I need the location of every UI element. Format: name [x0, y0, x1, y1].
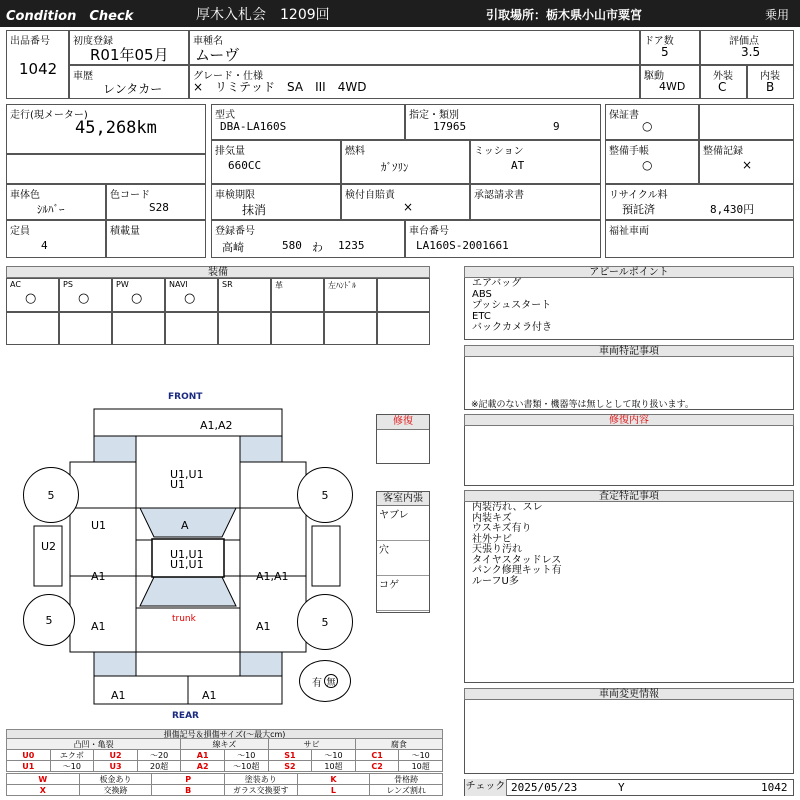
type-box	[211, 104, 405, 140]
diagram-rear-label: REAR	[172, 711, 199, 721]
appeal-header: アピールポイント	[464, 266, 794, 278]
plate-label: 登録番号	[215, 226, 255, 237]
manual-value: ○	[642, 158, 653, 172]
grade-box	[189, 65, 640, 99]
recycle-fee: 8,430円	[710, 203, 755, 216]
legend-desc: 〜10	[312, 750, 356, 761]
marks-table	[6, 773, 443, 796]
grade-label: グレード・仕様	[193, 71, 263, 82]
first-reg-value: R01年05月	[90, 46, 169, 64]
mark-desc: レンズ割れ	[370, 785, 443, 796]
legend-code: U3	[94, 761, 138, 772]
mission-label: ミッション	[474, 146, 524, 157]
equipment-cell-blank	[324, 312, 377, 345]
mileage-label: 走行(現メーター)	[10, 110, 88, 121]
legend-code: A1	[181, 750, 225, 761]
left-door-rear-damage: A1	[91, 620, 106, 633]
right-rear-damage: A1	[256, 620, 271, 633]
mark-code: W	[7, 774, 80, 785]
inspection-label: 車検期限	[215, 190, 255, 201]
appeal-list	[472, 278, 552, 333]
doors-label: ドア数	[644, 36, 674, 47]
legend-desc: 〜10	[224, 750, 268, 761]
capacity-label: 定員	[10, 226, 30, 237]
legend-table	[6, 738, 443, 772]
repair-header: 修復内容	[464, 414, 794, 426]
rear-bumper-left	[94, 676, 188, 704]
assessment-header: 査定特記事項	[464, 490, 794, 502]
assessment-item: 内装汚れ、スレ	[472, 502, 543, 513]
legend-col-header: 凸凹・亀裂	[7, 739, 181, 750]
front-bumper-damage: A1,A2	[200, 419, 233, 432]
warranty-label: 保証書	[609, 110, 639, 121]
equipment-cell-ac	[6, 278, 59, 312]
legend-desc: 〜10	[50, 761, 94, 772]
legend-col-header: 線キズ	[181, 739, 268, 750]
wheel-front-right: 5	[297, 467, 353, 523]
equipment-cell-左ﾊﾝﾄﾞﾙ	[324, 278, 377, 312]
legend-desc: 10超	[312, 761, 356, 772]
assessment-list	[472, 503, 562, 587]
equipment-value: ○	[184, 291, 196, 306]
wheel-rear-left: 5	[23, 594, 75, 646]
exterior-label: 外装	[713, 71, 733, 82]
equipment-cell-ps	[59, 278, 112, 312]
legend-desc: 〜20	[137, 750, 181, 761]
legend-col-header: サビ	[268, 739, 355, 750]
spare-label: 有	[312, 677, 322, 689]
color-box	[6, 184, 106, 220]
legend-code: U0	[7, 750, 51, 761]
mark-code: L	[297, 785, 370, 796]
equipment-cell-blank	[377, 312, 430, 345]
first-reg-box	[69, 30, 189, 65]
appeal-panel	[464, 266, 794, 340]
welfare-box	[605, 220, 794, 258]
left-fender-outline	[70, 462, 136, 508]
repair-box	[376, 414, 430, 464]
designation-label: 指定・類別	[409, 110, 459, 121]
front-right-corner	[240, 436, 282, 462]
mission-box	[470, 140, 601, 184]
assessment-item: 社外ナビ	[472, 533, 512, 545]
plate-box	[211, 220, 405, 258]
legend-desc: 10超	[399, 761, 443, 772]
legend-code: A2	[181, 761, 225, 772]
equipment-cell-blank	[59, 312, 112, 345]
repair-panel	[464, 414, 794, 486]
legend-desc: 〜10	[399, 750, 443, 761]
cabin-item: 穴	[377, 541, 429, 576]
roof-damage: U1,U1 U1,U1	[170, 548, 204, 571]
trunk-label: trunk	[172, 614, 196, 624]
equipment-value: ○	[25, 291, 37, 306]
displacement-label: 排気量	[215, 146, 245, 157]
doors-box	[640, 30, 700, 65]
rear-left-damage: A1	[111, 689, 126, 702]
equipment-cell-blank	[6, 312, 59, 345]
mark-desc: 板金あり	[79, 774, 152, 785]
legend-code: U1	[7, 761, 51, 772]
mission-value: AT	[511, 159, 525, 172]
equipment-label: SR	[222, 280, 233, 289]
interior-label: 内装	[760, 71, 780, 82]
doors-value: 5	[661, 45, 669, 59]
color-label: 車体色	[10, 190, 40, 201]
auction-name: 厚木入札会 1209回	[196, 7, 330, 23]
load-box	[106, 220, 206, 258]
drive-value: 4WD	[659, 80, 686, 93]
equipment-cell-blank	[165, 312, 218, 345]
vehicle-category: 乗用	[765, 8, 790, 22]
check-mark: Y	[618, 781, 625, 794]
equipment-cell-pw	[112, 278, 165, 312]
warranty-box	[605, 104, 699, 140]
recycle-box	[605, 184, 794, 220]
model-box	[189, 30, 640, 65]
classification-value: 9	[553, 120, 560, 133]
equipment-cell-blank	[271, 312, 324, 345]
color-code-label: 色コード	[110, 190, 150, 201]
load-label: 積載量	[110, 226, 140, 237]
fuel-value: ｶﾞｿﾘﾝ	[381, 161, 409, 174]
equipment-label: 革	[275, 281, 283, 290]
history-box	[69, 65, 189, 99]
drive-box	[640, 65, 700, 99]
rear-right-damage: A1	[202, 689, 217, 702]
appeal-item: プッシュスタート	[472, 300, 552, 311]
service-box	[699, 140, 794, 184]
equipment-cell-sr	[218, 278, 271, 312]
plate-number: 1235	[338, 239, 365, 252]
exterior-value: C	[718, 80, 727, 94]
approval-box	[470, 184, 601, 220]
history-label: 車歴	[73, 71, 93, 82]
equipment-value: ○	[131, 291, 143, 306]
repair-box-header: 修復	[377, 415, 429, 430]
chassis-box	[405, 220, 601, 258]
equipment-label: PS	[63, 280, 73, 289]
left-door-front-damage: A1	[91, 570, 106, 583]
mileage-extra	[6, 154, 206, 184]
legend-desc: 〜10超	[224, 761, 268, 772]
mark-desc: 骨格跡	[370, 774, 443, 785]
equipment-header: 装備	[6, 266, 430, 278]
equipment-label: PW	[116, 280, 129, 289]
right-fender-outline	[240, 462, 306, 508]
interior-box	[747, 65, 794, 99]
recycle-label: リサイクル料	[609, 190, 668, 201]
mark-code: K	[297, 774, 370, 785]
plate-class: 580	[282, 239, 302, 252]
windshield-damage: A	[181, 519, 189, 532]
model-label: 車種名	[193, 36, 223, 47]
spare-mark: 無	[324, 674, 338, 688]
color-code-box	[106, 184, 206, 220]
rear-glass	[140, 577, 236, 606]
equipment-cell-blank	[218, 312, 271, 345]
inspection-box	[211, 184, 341, 220]
lot-number: 1042	[19, 60, 58, 78]
score-value: 3.5	[741, 45, 761, 59]
legend-title: 損傷記号＆損傷サイズ(〜最大cm)	[6, 729, 443, 739]
wheel-front-left: 5	[23, 467, 79, 523]
insurance-value: ×	[403, 200, 414, 214]
history-value: レンタカー	[103, 82, 163, 96]
assessment-item: ルーフU多	[472, 575, 519, 587]
manual-label: 整備手帳	[609, 146, 649, 157]
equipment-label: NAVI	[169, 280, 188, 289]
equipment-cell-empty	[377, 278, 430, 312]
cabin-box-header: 客室内張	[377, 492, 429, 506]
appeal-item: バックカメラ付き	[472, 322, 552, 333]
equipment-cell-革	[271, 278, 324, 312]
displacement-box	[211, 140, 341, 184]
special-header: 車両特記事項	[464, 345, 794, 357]
assessment-item: 天張り汚れ	[472, 544, 522, 555]
inspection-value: 抹消	[242, 203, 267, 217]
welfare-label: 福祉車両	[609, 226, 649, 237]
equipment-label: 左ﾊﾝﾄﾞﾙ	[328, 281, 356, 290]
cabin-box	[376, 491, 430, 613]
spare-tire	[299, 660, 351, 702]
front-bumper-outline	[94, 409, 282, 436]
mark-desc: 交換跡	[79, 785, 152, 796]
score-label: 評価点	[729, 36, 759, 47]
assessment-item: 内装キズ	[472, 512, 512, 524]
check-date: 2025/05/23	[511, 781, 578, 794]
appeal-item: エアバッグ	[472, 278, 522, 289]
left-rear-door	[70, 576, 136, 652]
plate-area: 高崎	[222, 241, 244, 254]
approval-label: 承認請求書	[474, 190, 524, 201]
capacity-value: 4	[41, 239, 48, 252]
changes-panel	[464, 688, 794, 774]
changes-header: 車両変更情報	[464, 688, 794, 700]
legend-code: S2	[268, 761, 312, 772]
rear-left-corner	[94, 652, 136, 676]
legend-col-header: 腐食	[355, 739, 442, 750]
model-value: ムーヴ	[195, 46, 240, 64]
legend-code: C2	[355, 761, 399, 772]
front-left-corner	[94, 436, 136, 462]
designation-box	[405, 104, 601, 140]
check-bar	[464, 779, 794, 796]
mileage-box	[6, 104, 206, 154]
legend-desc: エクボ	[50, 750, 94, 761]
special-panel	[464, 345, 794, 410]
fuel-box	[341, 140, 470, 184]
assessment-panel	[464, 490, 794, 683]
lot-box	[6, 30, 69, 99]
color-code-value: S28	[149, 201, 169, 214]
side-u2-damage: U2	[41, 540, 57, 553]
grade-value: × リミテッド SA III 4WD	[193, 80, 367, 94]
mark-desc: ガラス交換要す	[224, 785, 297, 796]
service-value: ×	[742, 158, 753, 172]
legend-code: C1	[355, 750, 399, 761]
recycle-status: 預託済	[622, 203, 655, 216]
chassis-label: 車台番号	[409, 226, 449, 237]
appeal-item: ABS	[472, 289, 492, 300]
plate-kana: わ	[312, 241, 323, 254]
right-rear-door	[240, 576, 306, 652]
mileage-value: 45,268km	[75, 118, 157, 138]
warranty-value: ○	[642, 119, 653, 133]
mark-code: P	[152, 774, 225, 785]
hood-damage: U1,U1 U1	[170, 468, 204, 491]
special-note: ※記載のない書類・機器等は無しとして取り扱います。	[471, 400, 694, 410]
service-label: 整備記録	[703, 146, 743, 157]
score-box	[700, 30, 794, 65]
exterior-box	[700, 65, 747, 99]
pickup-location: 引取場所：栃木県小山市粟宮	[486, 8, 643, 22]
check-label: チェック	[465, 779, 507, 796]
fuel-label: 燃料	[345, 146, 365, 157]
legend-desc: 20超	[137, 761, 181, 772]
chassis-value: LA160S-2001661	[416, 239, 509, 252]
warranty-extra	[699, 104, 794, 140]
diagram-front-label: FRONT	[168, 392, 203, 402]
assessment-item: ウスキズ有り	[472, 523, 532, 534]
left-fender-damage: U1	[91, 519, 107, 532]
displacement-value: 660CC	[228, 159, 262, 172]
rear-right-corner	[240, 652, 282, 676]
cabin-item: ヤブレ	[377, 506, 429, 541]
legend-code: S1	[268, 750, 312, 761]
manual-box	[605, 140, 699, 184]
right-door-damage: A1,A1	[256, 570, 289, 583]
mark-code: B	[152, 785, 225, 796]
check-lot: 1042	[761, 781, 788, 794]
insurance-box	[341, 184, 470, 220]
header-title: Condition Check	[6, 9, 134, 24]
type-value: DBA-LA160S	[220, 120, 287, 133]
wheel-rear-right: 5	[297, 594, 353, 650]
side-right-outline	[312, 526, 340, 586]
right-front-door	[240, 508, 306, 576]
legend-code: U2	[94, 750, 138, 761]
appeal-item: ETC	[472, 311, 491, 322]
interior-value: B	[766, 80, 775, 94]
first-reg-label: 初度登録	[73, 36, 113, 47]
mark-desc: 塗装あり	[224, 774, 297, 785]
mark-code: X	[7, 785, 80, 796]
color-value: ｼﾙﾊﾞｰ	[37, 203, 65, 216]
equipment-label: AC	[10, 280, 21, 289]
designation-value: 17965	[433, 120, 467, 133]
equipment-cell-navi	[165, 278, 218, 312]
cabin-item: コゲ	[377, 576, 429, 611]
cabin-items	[377, 506, 429, 611]
equipment-cell-blank	[112, 312, 165, 345]
insurance-label: 検付自賠責	[345, 190, 395, 201]
side-left-outline	[34, 526, 62, 586]
assessment-item: タイヤスタッドレス	[472, 554, 562, 566]
lot-label: 出品番号	[10, 36, 50, 47]
assessment-item: パンク修理キット有	[472, 565, 562, 576]
capacity-box	[6, 220, 106, 258]
type-label: 型式	[215, 110, 235, 121]
drive-label: 駆動	[644, 71, 664, 82]
equipment-value: ○	[78, 291, 90, 306]
